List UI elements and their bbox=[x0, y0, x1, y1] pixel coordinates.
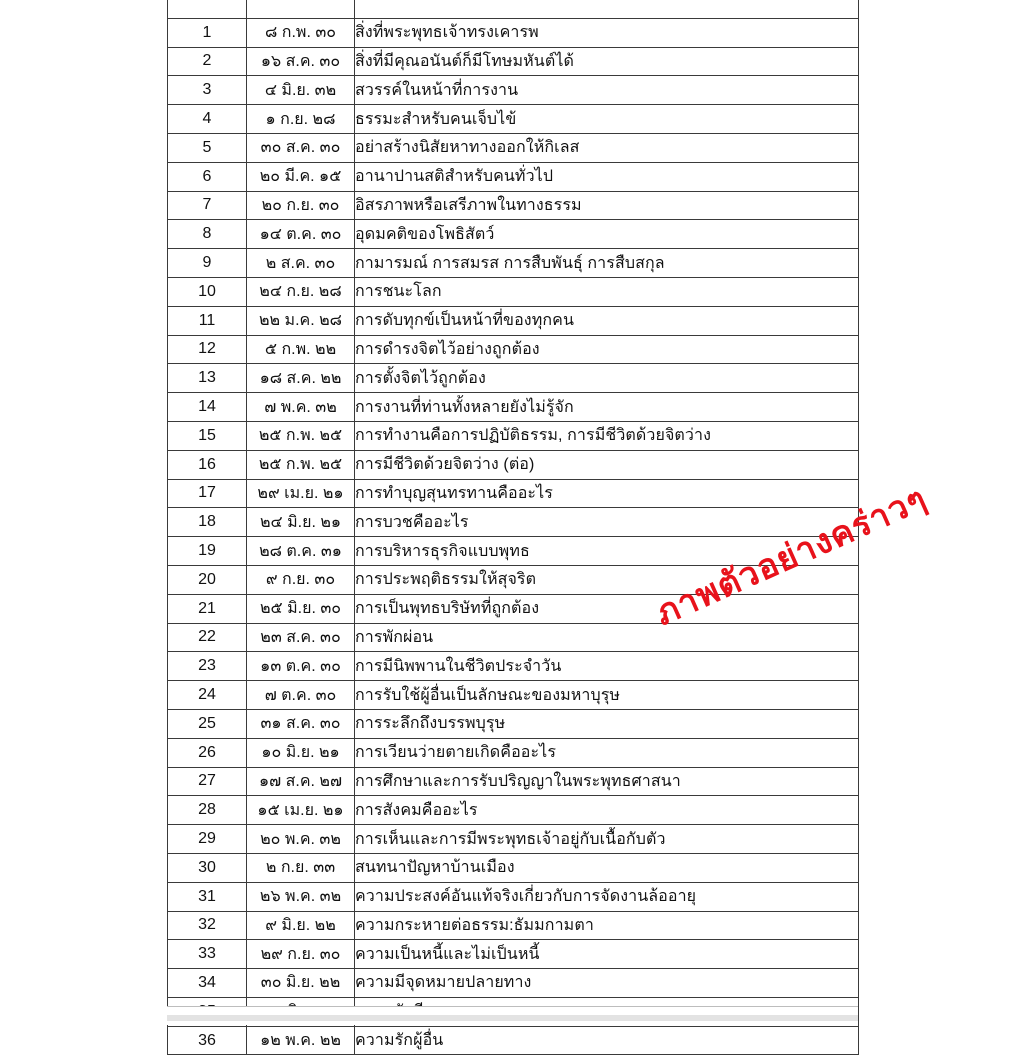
bottom-scroll-strip bbox=[167, 1015, 858, 1021]
number-cell: 34 bbox=[168, 969, 247, 998]
date-cell: ๒๓ ส.ค. ๓๐ bbox=[247, 623, 355, 652]
table-row bbox=[168, 508, 859, 537]
date-cell bbox=[247, 0, 355, 18]
number-cell: 27 bbox=[168, 767, 247, 796]
title-cell bbox=[355, 0, 859, 18]
table-row bbox=[168, 911, 859, 940]
number-cell: 23 bbox=[168, 652, 247, 681]
table-row bbox=[168, 364, 859, 393]
title-cell: การประพฤติธรรมให้สุจริต bbox=[355, 565, 859, 594]
table-row bbox=[168, 681, 859, 710]
table-row bbox=[168, 18, 859, 47]
date-cell: ๒๘ ต.ค. ๓๑ bbox=[247, 537, 355, 566]
table-row bbox=[168, 191, 859, 220]
title-cell: การบริหารธุรกิจแบบพุทธ bbox=[355, 537, 859, 566]
date-cell: ๗ ต.ค. ๓๐ bbox=[247, 681, 355, 710]
number-cell: 30 bbox=[168, 853, 247, 882]
table-row bbox=[168, 335, 859, 364]
number-cell: 16 bbox=[168, 450, 247, 479]
number-cell: 15 bbox=[168, 421, 247, 450]
date-cell: ๗ พ.ค. ๓๒ bbox=[247, 393, 355, 422]
watermark-text: ภาพตัวอย่างคร่าวๆ bbox=[649, 478, 934, 634]
number-cell: 13 bbox=[168, 364, 247, 393]
title-cell: ความประสงค์อันแท้จริงเกี่ยวกับการจัดงานล้ออายุ bbox=[355, 882, 859, 911]
number-cell: 3 bbox=[168, 76, 247, 105]
number-cell: 29 bbox=[168, 825, 247, 854]
number-cell: 31 bbox=[168, 882, 247, 911]
date-cell: ๒ ส.ค. ๓๐ bbox=[247, 249, 355, 278]
title-cell: สนทนาปัญหาบ้านเมือง bbox=[355, 853, 859, 882]
table-row bbox=[168, 220, 859, 249]
date-cell: ๓๑ ส.ค. ๓๐ bbox=[247, 709, 355, 738]
table-row bbox=[168, 940, 859, 969]
date-cell: ๑๐ มิ.ย. ๒๑ bbox=[247, 738, 355, 767]
date-cell: ๑๗ ส.ค. ๒๗ bbox=[247, 767, 355, 796]
title-cell: กามารมณ์ การสมรส การสืบพันธุ์ การสืบสกุล bbox=[355, 249, 859, 278]
table-row bbox=[168, 393, 859, 422]
number-cell: 6 bbox=[168, 162, 247, 191]
document-sheet bbox=[167, 0, 858, 1055]
table-row bbox=[168, 767, 859, 796]
date-cell: ๒๒ ม.ค. ๒๘ bbox=[247, 306, 355, 335]
number-cell: 22 bbox=[168, 623, 247, 652]
table-row bbox=[168, 623, 859, 652]
table-row bbox=[168, 421, 859, 450]
table-row bbox=[168, 537, 859, 566]
title-cell: การเวียนว่ายตายเกิดคืออะไร bbox=[355, 738, 859, 767]
date-cell: ๒๙ ก.ย. ๓๐ bbox=[247, 940, 355, 969]
number-cell: 18 bbox=[168, 508, 247, 537]
table-body bbox=[168, 0, 859, 1055]
table-row bbox=[168, 709, 859, 738]
date-cell: ๑๘ ส.ค. ๒๒ bbox=[247, 364, 355, 393]
number-cell: 2 bbox=[168, 47, 247, 76]
table-row bbox=[168, 76, 859, 105]
title-cell: การเป็นพุทธบริษัทที่ถูกต้อง bbox=[355, 594, 859, 623]
table-row bbox=[168, 853, 859, 882]
date-cell: ๒๕ ก.พ. ๒๕ bbox=[247, 421, 355, 450]
date-cell: ๒๐ มี.ค. ๑๕ bbox=[247, 162, 355, 191]
title-cell: การทำบุญสุนทรทานคืออะไร bbox=[355, 479, 859, 508]
title-cell: ความมีจุดหมายปลายทาง bbox=[355, 969, 859, 998]
title-cell: อิสรภาพหรือเสรีภาพในทางธรรม bbox=[355, 191, 859, 220]
date-cell: ๒๐ ก.ย. ๓๐ bbox=[247, 191, 355, 220]
date-cell: ๑๔ ต.ค. ๓๐ bbox=[247, 220, 355, 249]
number-cell: 25 bbox=[168, 709, 247, 738]
date-cell: ๑๓ ต.ค. ๓๐ bbox=[247, 652, 355, 681]
date-cell: ๒๐ พ.ค. ๓๒ bbox=[247, 825, 355, 854]
date-cell: ๔ มิ.ย. ๓๒ bbox=[247, 76, 355, 105]
bottom-edge bbox=[167, 1006, 858, 1025]
number-cell: 19 bbox=[168, 537, 247, 566]
title-cell: การมีชีวิตด้วยจิตว่าง (ต่อ) bbox=[355, 450, 859, 479]
number-cell: 28 bbox=[168, 796, 247, 825]
date-cell: ๒๕ มิ.ย. ๓๐ bbox=[247, 594, 355, 623]
title-cell: ความรักผู้อื่น bbox=[355, 1026, 859, 1055]
title-cell: การงานที่ท่านทั้งหลายยังไม่รู้จัก bbox=[355, 393, 859, 422]
number-cell: 7 bbox=[168, 191, 247, 220]
date-cell: ๓๐ ส.ค. ๓๐ bbox=[247, 133, 355, 162]
title-cell: อุดมคติของโพธิสัตว์ bbox=[355, 220, 859, 249]
table-row bbox=[168, 47, 859, 76]
date-cell: ๒๔ ก.ย. ๒๘ bbox=[247, 277, 355, 306]
title-cell: สิ่งที่พระพุทธเจ้าทรงเคารพ bbox=[355, 18, 859, 47]
title-cell: การตั้งจิตไว้ถูกต้อง bbox=[355, 364, 859, 393]
number-cell: 36 bbox=[168, 1026, 247, 1055]
number-cell: 8 bbox=[168, 220, 247, 249]
title-cell: การรับใช้ผู้อื่นเป็นลักษณะของมหาบุรุษ bbox=[355, 681, 859, 710]
number-cell: 10 bbox=[168, 277, 247, 306]
title-cell: การเห็นและการมีพระพุทธเจ้าอยู่กับเนื้อกับตัว bbox=[355, 825, 859, 854]
date-cell: ๒๖ พ.ค. ๓๒ bbox=[247, 882, 355, 911]
table-row bbox=[168, 565, 859, 594]
number-cell bbox=[168, 0, 247, 18]
date-cell: ๑๕ เม.ย. ๒๑ bbox=[247, 796, 355, 825]
date-cell: ๒๔ มิ.ย. ๒๑ bbox=[247, 508, 355, 537]
title-cell: สิ่งที่มีคุณอนันต์ก็มีโทษมหันต์ได้ bbox=[355, 47, 859, 76]
title-cell: การบวชคืออะไร bbox=[355, 508, 859, 537]
table-row bbox=[168, 969, 859, 998]
number-cell: 32 bbox=[168, 911, 247, 940]
date-cell: ๙ ก.ย. ๓๐ bbox=[247, 565, 355, 594]
table-row bbox=[168, 133, 859, 162]
title-cell: การสังคมคืออะไร bbox=[355, 796, 859, 825]
table-row bbox=[168, 277, 859, 306]
date-cell: ๕ ก.พ. ๒๒ bbox=[247, 335, 355, 364]
date-cell: ๒๕ ก.พ. ๒๕ bbox=[247, 450, 355, 479]
title-cell: อานาปานสติสำหรับคนทั่วไป bbox=[355, 162, 859, 191]
number-cell: 20 bbox=[168, 565, 247, 594]
table-row bbox=[168, 479, 859, 508]
number-cell: 1 bbox=[168, 18, 247, 47]
title-cell: การมีนิพพานในชีวิตประจำวัน bbox=[355, 652, 859, 681]
number-cell: 21 bbox=[168, 594, 247, 623]
number-cell: 26 bbox=[168, 738, 247, 767]
title-cell: ความเป็นหนี้และไม่เป็นหนี้ bbox=[355, 940, 859, 969]
date-cell: ๒๙ เม.ย. ๒๑ bbox=[247, 479, 355, 508]
number-cell: 14 bbox=[168, 393, 247, 422]
title-cell: การศึกษาและการรับปริญญาในพระพุทธศาสนา bbox=[355, 767, 859, 796]
title-cell: ธรรมะสำหรับคนเจ็บไข้ bbox=[355, 105, 859, 134]
title-cell: การดับทุกข์เป็นหน้าที่ของทุกคน bbox=[355, 306, 859, 335]
number-cell: 11 bbox=[168, 306, 247, 335]
table-row bbox=[168, 594, 859, 623]
number-cell: 5 bbox=[168, 133, 247, 162]
date-cell: ๙ มิ.ย. ๒๒ bbox=[247, 911, 355, 940]
table-row bbox=[168, 306, 859, 335]
title-cell: การทำงานคือการปฏิบัติธรรม, การมีชีวิตด้วยจิตว่าง bbox=[355, 421, 859, 450]
table-row bbox=[168, 796, 859, 825]
title-cell: การชนะโลก bbox=[355, 277, 859, 306]
number-cell: 17 bbox=[168, 479, 247, 508]
table-row bbox=[168, 825, 859, 854]
title-cell: สวรรค์ในหน้าที่การงาน bbox=[355, 76, 859, 105]
table-row bbox=[168, 652, 859, 681]
date-cell: ๒ ก.ย. ๓๓ bbox=[247, 853, 355, 882]
title-cell: ความกระหายต่อธรรม:ธัมมกามตา bbox=[355, 911, 859, 940]
date-cell: ๑๒ พ.ค. ๒๒ bbox=[247, 1026, 355, 1055]
number-cell: 24 bbox=[168, 681, 247, 710]
title-cell: อย่าสร้างนิสัยหาทางออกให้กิเลส bbox=[355, 133, 859, 162]
table-row-partial bbox=[168, 0, 859, 18]
table-row bbox=[168, 450, 859, 479]
table-row bbox=[168, 105, 859, 134]
date-cell: ๘ ก.พ. ๓๐ bbox=[247, 18, 355, 47]
title-cell: การระลึกถึงบรรพบุรุษ bbox=[355, 709, 859, 738]
date-cell: ๑ ก.ย. ๒๘ bbox=[247, 105, 355, 134]
table-row bbox=[168, 738, 859, 767]
table-row bbox=[168, 249, 859, 278]
table-row bbox=[168, 1026, 859, 1055]
number-cell: 12 bbox=[168, 335, 247, 364]
title-cell: การพักผ่อน bbox=[355, 623, 859, 652]
date-cell: ๓๐ มิ.ย. ๒๒ bbox=[247, 969, 355, 998]
number-cell: 9 bbox=[168, 249, 247, 278]
number-cell: 4 bbox=[168, 105, 247, 134]
table-row bbox=[168, 162, 859, 191]
date-cell: ๑๖ ส.ค. ๓๐ bbox=[247, 47, 355, 76]
title-cell: การดำรงจิตไว้อย่างถูกต้อง bbox=[355, 335, 859, 364]
number-cell: 33 bbox=[168, 940, 247, 969]
table-row bbox=[168, 882, 859, 911]
dhamma-title-table bbox=[167, 0, 859, 1055]
